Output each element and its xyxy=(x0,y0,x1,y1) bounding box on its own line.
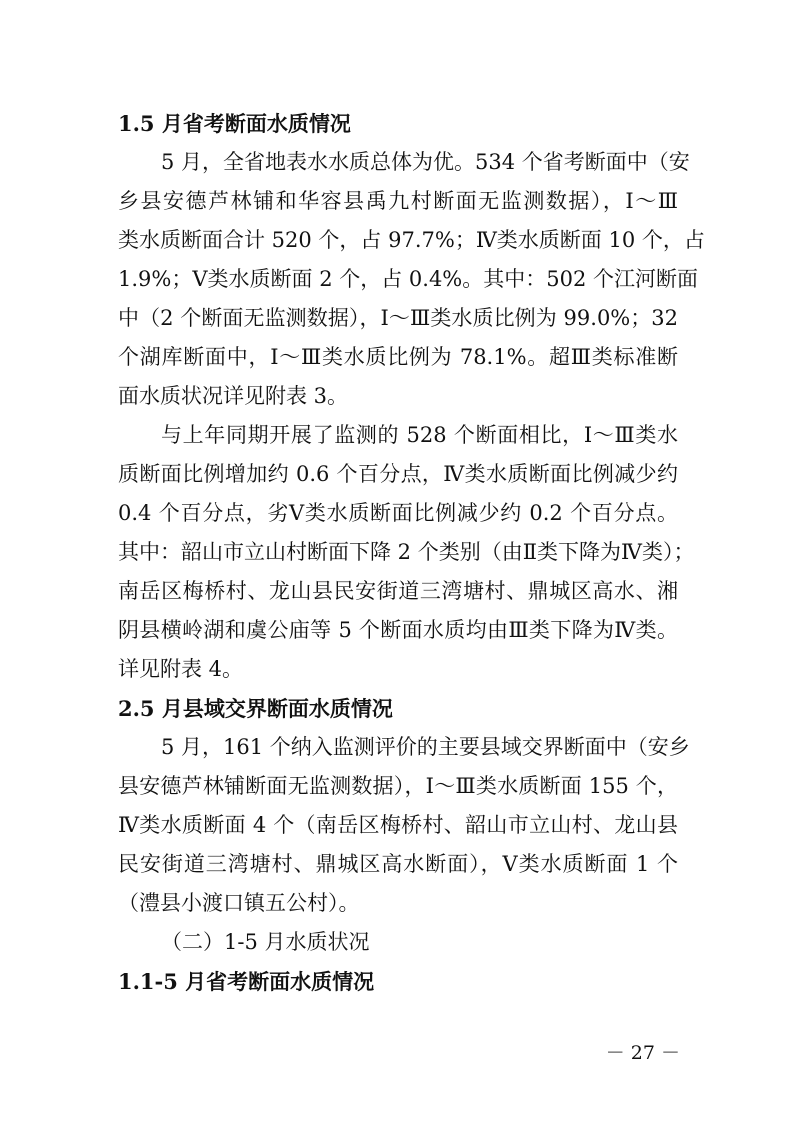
subsection-label: （二）1-5 月水质状况 xyxy=(161,930,370,954)
paragraph-line: 民安街道三湾塘村、鼎城区高水断面），Ⅴ类水质断面 1 个 xyxy=(118,852,678,876)
paragraph-line: 与上年同期开展了监测的 528 个断面相比，Ⅰ～Ⅲ类水 xyxy=(161,423,678,447)
paragraph-line: 县安德芦林铺断面无监测数据），Ⅰ～Ⅲ类水质断面 155 个， xyxy=(118,774,678,798)
paragraph-line: 质断面比例增加约 0.6 个百分点，Ⅳ类水质断面比例减少约 xyxy=(118,462,678,486)
paragraph-line: 其中：韶山市立山村断面下降 2 个类别（由Ⅱ类下降为Ⅳ类）； xyxy=(118,540,695,564)
paragraph-line: 详见附表 4。 xyxy=(118,657,244,681)
section-heading-2: 2.5 月县域交界断面水质情况 xyxy=(118,696,393,721)
paragraph-line: 南岳区梅桥村、龙山县民安街道三湾塘村、鼎城区高水、湘 xyxy=(118,579,678,603)
paragraph-line: 阴县横岭湖和虞公庙等 5 个断面水质均由Ⅲ类下降为Ⅳ类。 xyxy=(118,618,678,642)
paragraph-line: 0.4 个百分点，劣Ⅴ类水质断面比例减少约 0.2 个百分点。 xyxy=(118,501,678,525)
paragraph-line: 5 月，全省地表水水质总体为优。534 个省考断面中（安 xyxy=(161,150,690,174)
paragraph-line: Ⅳ类水质断面 4 个（南岳区梅桥村、韶山市立山村、龙山县 xyxy=(118,813,678,837)
paragraph-line: （澧县小渡口镇五公村）。 xyxy=(118,891,360,915)
paragraph-line: 类水质断面合计 520 个，占 97.7%；Ⅳ类水质断面 10 个，占 xyxy=(118,228,705,252)
paragraph-line: 乡县安德芦林铺和华容县禹九村断面无监测数据），Ⅰ～Ⅲ xyxy=(118,189,678,213)
paragraph-line: 5 月，161 个纳入监测评价的主要县域交界断面中（安乡 xyxy=(161,735,690,759)
paragraph-line: 1.9%；Ⅴ类水质断面 2 个，占 0.4%。其中：502 个江河断面 xyxy=(118,267,699,291)
paragraph-line: 中（2 个断面无监测数据），Ⅰ～Ⅲ类水质比例为 99.0%；32 xyxy=(118,306,678,330)
section-heading-3: 1.1-5 月省考断面水质情况 xyxy=(118,969,375,994)
section-heading-1: 1.5 月省考断面水质情况 xyxy=(118,111,351,136)
page-number: － 27 － xyxy=(605,1042,680,1064)
paragraph-line: 面水质状况详见附表 3。 xyxy=(118,384,349,408)
paragraph-line: 个湖库断面中，Ⅰ～Ⅲ类水质比例为 78.1%。超Ⅲ类标准断 xyxy=(118,345,678,369)
